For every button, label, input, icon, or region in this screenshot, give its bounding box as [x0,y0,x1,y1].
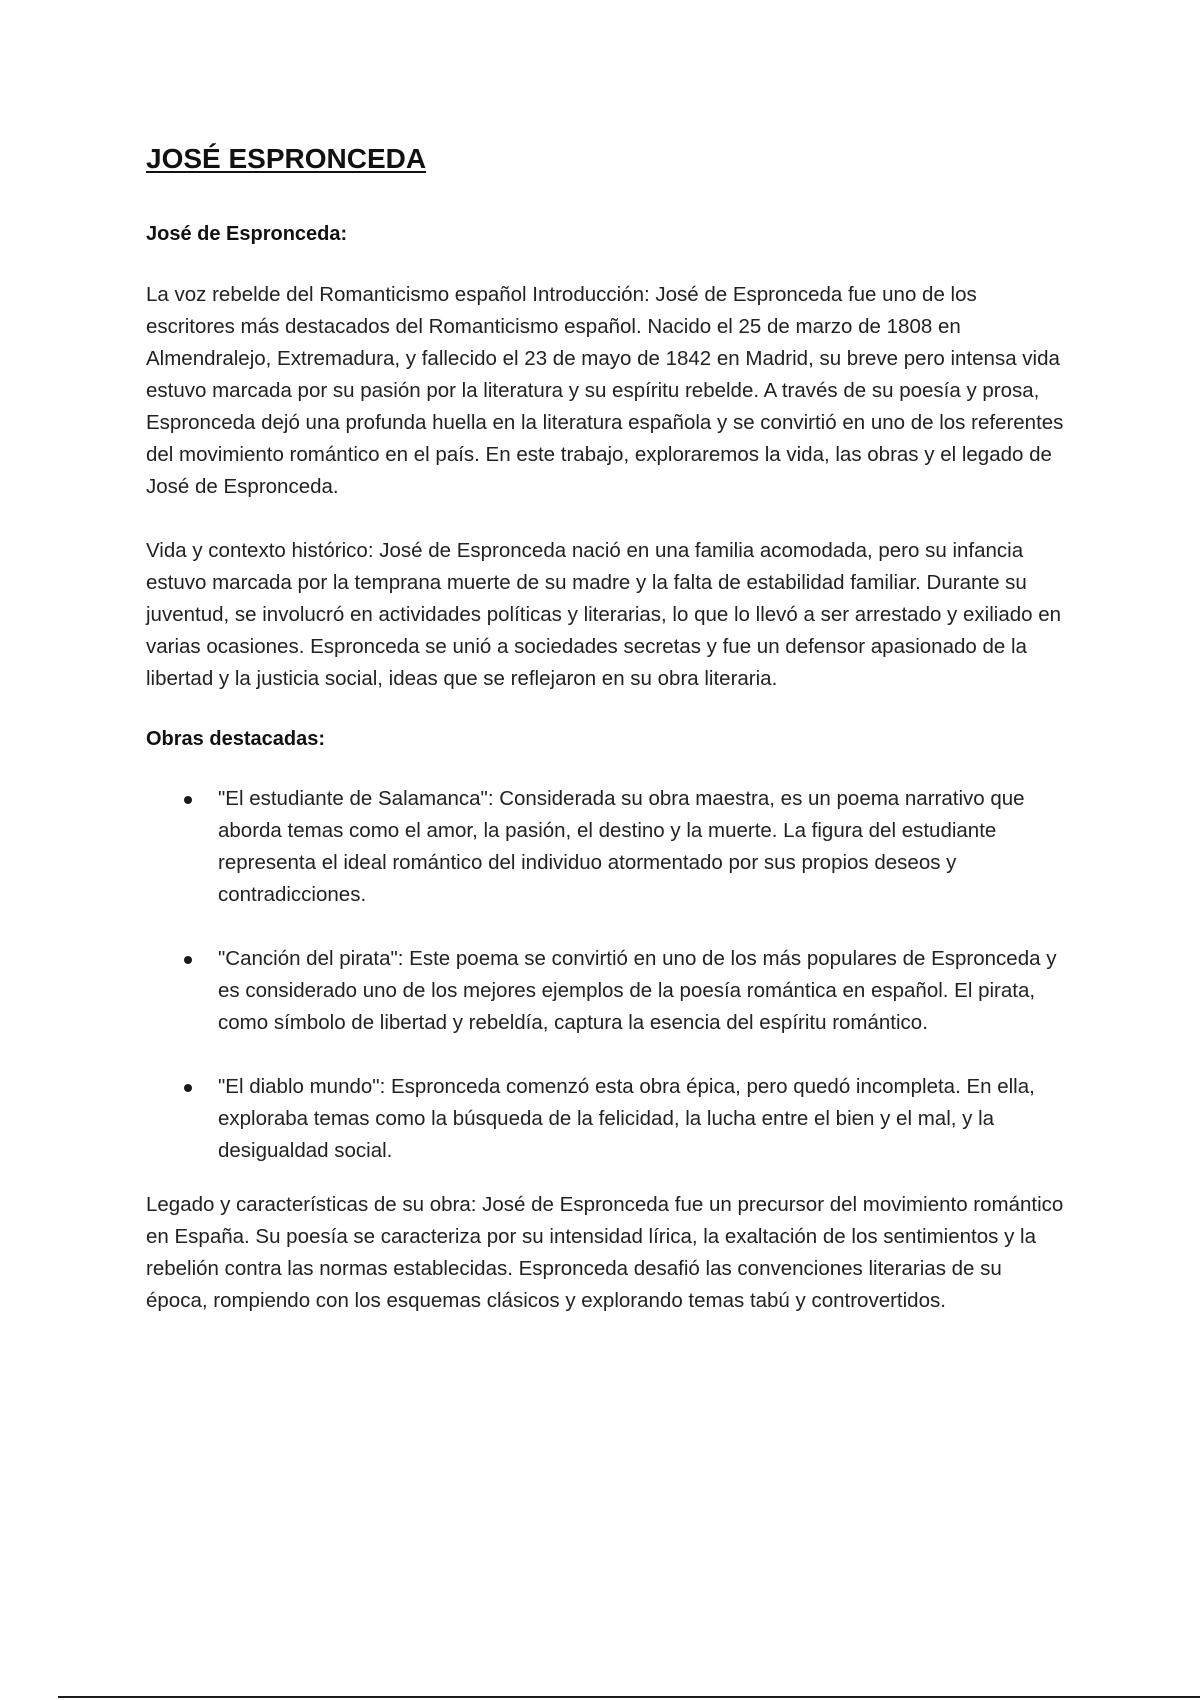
works-heading: Obras destacadas: [146,728,325,750]
work-text: "Canción del pirata": Este poema se convirtió en uno de los más populares de Espronceda y es considerado uno de los mejores ejemplos de la poesía romántica en español. El pirata, como símbolo de libertad y rebeldía, captura la esencia del espíritu romántico. [218,947,1057,1034]
bullet-icon [184,796,192,804]
works-list [146,783,1066,1167]
bullet-icon [184,1084,192,1092]
life-paragraph: Vida y contexto histórico: José de Espronceda nació en una familia acomodada, pero su infancia estuvo marcada por la temprana muerte de su madre y la falta de estabilidad familiar. Durante su juventud, se involucró en actividades políticas y literarias, lo que lo llevó a ser arrestado y exiliado en varias ocasiones. Espronceda se unió a sociedades secretas y fue un defensor apasionado de la libertad y la justicia social, ideas que se reflejaron en su obra literaria. [146,539,1062,690]
list-item [146,943,1066,1039]
author-subheading: José de Espronceda: [146,223,348,245]
intro-paragraph: La voz rebelde del Romanticismo español Introducción: José de Espronceda fue uno de los escritores más destacados del Romanticismo español. Nacido el 25 de marzo de 1808 en Almendralejo, Extremadura, y fallecido el 23 de mayo de 1842 en Madrid, su breve pero intensa vida estuvo marcada por su pasión por la literatura y su espíritu rebelde. A través de su poesía y prosa, Espronceda dejó una profunda huella en la literatura española y se convirtió en uno de los referentes del movimiento romántico en el país. En este trabajo, exploraremos la vida, las obras y el legado de José de Espronceda. [146,283,1064,498]
list-item [146,783,1066,911]
document-page [146,142,1066,1349]
bullet-icon [184,956,192,964]
page-title: JOSÉ ESPRONCEDA [146,143,427,174]
legacy-paragraph: Legado y características de su obra: José de Espronceda fue un precursor del movimiento romántico en España. Su poesía se caracteriza por su intensidad lírica, la exaltación de los sentimientos y la rebelión contra las normas establecidas. Espronceda desafió las convenciones literarias de su época, rompiendo con los esquemas clásicos y explorando temas tabú y controvertidos. [146,1193,1064,1312]
page-bottom-divider [58,1696,1200,1698]
work-text: "El estudiante de Salamanca": Considerada su obra maestra, es un poema narrativo que aborda temas como el amor, la pasión, el destino y la muerte. La figura del estudiante representa el ideal romántico del individuo atormentado por sus propios deseos y contradicciones. [218,787,1025,906]
work-text: "El diablo mundo": Espronceda comenzó esta obra épica, pero quedó incompleta. En ella, exploraba temas como la búsqueda de la felicidad, la lucha entre el bien y el mal, y la desigualdad social. [218,1075,1035,1162]
list-item [146,1071,1066,1167]
